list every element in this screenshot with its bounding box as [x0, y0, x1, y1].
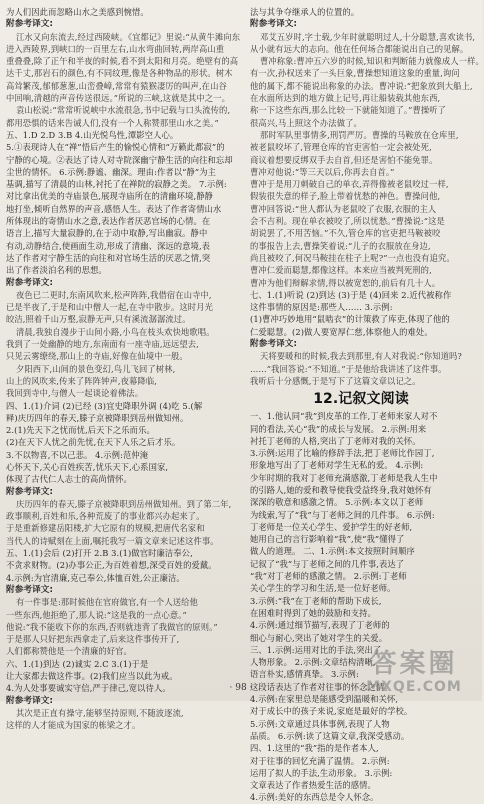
text-line: 达千丈,那岩石的颜色,有不同纹理,像是各种物品的形状。树木: [6, 68, 233, 79]
text-line: 这样的人才能成为国家的栋梁之才。: [6, 720, 141, 731]
text-line: 清晨,我独自漫步于山间小路,小鸟在枝头欢快地歌唱。: [15, 326, 215, 337]
text-line: 法与其争夺继承人的位置的。: [250, 7, 360, 17]
text-line: 衬托丁老师的人格,突出了丁老师对我的关怀。: [250, 435, 421, 446]
text-line: 袁山松说:“常常听说峡中水流很急,书中记载与口头流传的,: [15, 105, 231, 116]
text-line: 皎洁,照着千山万壑,寂静无声,只有溪流潺潺流过。: [6, 314, 191, 325]
section-title: 12.记叙文阅读: [313, 391, 409, 408]
text-line: 中回响,清越的声音传送很远。”所说的三峡,这就是其中之一。: [6, 93, 230, 104]
text-line: 运用了拟人的手法,生动形象。 3.示例:: [250, 767, 393, 778]
text-line: 关心学生的学习和生活,是一位好老师。: [250, 583, 396, 594]
text-line: 有一次,孙权送来了一头巨象,曹操想知道这象的重量,询问: [250, 68, 460, 79]
text-line: 附参考译文:: [250, 19, 298, 30]
text-line: 附参考译文:: [250, 339, 298, 350]
watermark-line2: MXQE.COM: [366, 679, 462, 695]
text-line: 人们都称赞他是一个清廉的好官。: [6, 646, 132, 657]
text-line: (1)曹冲巧妙地用“鼠啮衣”的计策救了库吏,体现了他的: [250, 314, 450, 325]
text-line: 一、1.他认同“我”到皮革的工作,丁老师来家人对不: [250, 411, 438, 422]
text-line: 邓艾五岁时,字士载,少年时就聪明过人,十分聪慧,喜欢读书,: [259, 31, 476, 42]
right-column-top-text: [250, 6, 484, 387]
text-line: 他说:“我不能收下你的东西,否则就违背了我做官的原则。”: [6, 621, 218, 632]
text-line: 达了作者对宁静生活的向往和对官场生活的厌恶之情,突: [6, 252, 211, 263]
text-line: 4.示例:为官清廉,克己奉公,体恤百姓,公正廉洁。: [6, 572, 185, 583]
text-line: 尘世的情怀。 6.示例:静谧、幽深。理由:作者以“静”为主: [6, 166, 217, 177]
text-line: 六、1.(1)到达 (2)诚实 2.C 3.(1)于是: [6, 658, 149, 669]
text-line: 这段话表达了作者对往事的怀念之情。: [250, 681, 393, 692]
text-line: 她用自己的言行影响着“我”,使“我”懂得了: [250, 534, 405, 545]
text-line: 在水面所达到的地方做上记号,再让船装载其他东西,: [250, 93, 441, 104]
watermark-line1: 答案圈: [370, 649, 458, 679]
text-line: 形象地写出了丁老师对学生无私的爱。 4.示例:: [250, 460, 424, 471]
text-line: 丁老师是一位关心学生、爱护学生的好老师,: [250, 521, 413, 532]
text-line: 语言上,描写大量寂静的,在于动中取静,写出幽寂。静中: [6, 228, 208, 239]
text-line: 那时军队里事情多,刑罚严厉。曹操的马鞍放在仓库里,: [259, 129, 459, 140]
watermark-logo: [354, 649, 474, 697]
text-line: 对于成长中的孩子来说,家庭是最好的学校。: [250, 706, 413, 717]
text-line: 做人的道理。 二、1.示例:本文按照时间顺序: [250, 546, 415, 557]
text-line: 于是那人只好把东西拿走了,后来这件事传开了,: [6, 634, 180, 645]
text-line: 让大家都去做这件事。(2)我们应当以此为戒。: [6, 671, 178, 682]
text-line: 夜色已二更时,东南风吹来,松声阵阵,我借宿在山寺中,: [15, 289, 212, 300]
text-line: 2.(1)先天下之忧而忧,后天下之乐而乐。: [6, 425, 155, 436]
text-line: 商议着想要反绑双手去自首,但还是害怕不能免罪。: [250, 154, 438, 165]
text-line: 品质。 6.示例:读了这篇文章,我深受感动。: [250, 730, 410, 741]
text-line: 只见云雾缭绕,那山上的寺庙,好像在仙境中一般。: [6, 351, 188, 362]
text-line: 七、1.(1)听说 (2)到达 (3)于是 (4)回来 2.近代被称作: [250, 289, 452, 300]
text-line: “我”对丁老师的感激之情。 2.示例:丁老师: [250, 571, 407, 582]
text-line: 有动,动静结合,使画面生动,形成了清幽、深远的意境,表: [6, 240, 211, 251]
text-line: 对于往事的回忆充满了温情。 2.示例:: [250, 755, 390, 766]
text-line: 的引路人,她的爱和教导使我受益终身,我对她怀有: [250, 484, 432, 495]
text-line: 称一下这些东西,那么比较一下就能知道了。”曹操听了: [250, 105, 447, 116]
text-line: 3.不以物喜,不以己悲。 4.示例:范仲淹: [6, 449, 149, 460]
text-line: 当代人的诗赋刻在上面,嘱托我写一篇文章来记述这件事。: [6, 535, 219, 546]
text-line: 其次是正直有操守,能够坚持原则,不随波逐流,: [15, 707, 184, 718]
text-line: 体现了古代仁人志士的高尚情怀。: [6, 474, 132, 485]
text-line: 高耸繁茂,郁郁葱葱,山峦叠嶂,常常有猿猴凄厉的叫声,在山谷: [6, 80, 227, 91]
text-line: 3.示例:“我”在丁老师的帮助下成长,: [250, 595, 382, 606]
text-line: 为人们因此而忽略山水之美感到惋惜。: [6, 7, 149, 17]
text-line: 曹冲称象:曹冲五六岁的时候,知识和判断能力就像成人一样。: [259, 56, 484, 67]
text-line: 所体现出的寄情山水之意,表达作者厌恶官场的心情。在: [6, 216, 211, 227]
text-line: 天将要暖和的时候,我去到那里,有人对我说:“你知道吗?: [259, 351, 462, 362]
text-line: 为线索,写了“我”与丁老师之间的几件事。 6.示例:: [250, 509, 435, 520]
text-line: 五、1.(1)会后 (2)打开 2.B 3.(1)做官时廉洁奉公,: [6, 548, 193, 559]
text-line: 深深的敬意和感激之情。 5.示例:本文以丁老师: [250, 497, 424, 508]
text-line: 五、1.D 2.D 3.B 4.山光悦鸟性,潭影空人心。: [6, 129, 179, 140]
text-line: 三、1.示例:运用对比的手法,突出了: [250, 644, 382, 655]
text-line: 进入西陵界,到峡口的一百里左右,山水弯曲回转,两岸高山重: [6, 43, 225, 54]
text-line: 释)庆历四年的春天,滕子京被降职到岳州做知州。: [6, 412, 189, 423]
text-line: 会不吉利。现在单衣被咬了,所以忧愁。”曹操说:“这是: [250, 216, 445, 227]
text-line: 庆历四年的春天,滕子京被降职到岳州做知州。到了第二年,: [15, 498, 232, 509]
text-line: 于是重新修建岳阳楼,扩大它原有的规模,把唐代名家和: [6, 523, 205, 534]
text-line: (2)在天下人忧之前先忧,在天下人乐之后才乐。: [6, 437, 181, 448]
text-line: 很高兴,马上照这个办法做了。: [250, 117, 362, 128]
text-line: 在困难时得到了她的鼓励和支持。: [250, 607, 376, 618]
text-line: 假装很失意的样子,脸上带着忧愁的神色。曹操问他,: [250, 191, 441, 202]
text-line: 地打坐,倾听自然界的声音,感悟人生。表达了作者寄情山水: [6, 203, 222, 214]
text-line: 基调,描写了清晨的山林,衬托了在禅院的寂静之美。 7.示例:: [6, 179, 227, 190]
text-line: 被老鼠咬坏了,管理仓库的官吏害怕一定会被处死,: [250, 142, 432, 153]
text-line: 5.①表现诗人在“禅”悟后产生的愉悦心情和“万籁此都寂”的: [6, 142, 225, 153]
text-line: 附参考译文:: [6, 695, 54, 706]
text-line: 四、1.(1)介词 (2)已经 (3)宜史降职外调 (4)吃 5.(解: [6, 400, 203, 411]
text-line: 都用恐惧的话来告诫人们,没有一个人称赞那里山水之美。”: [6, 117, 219, 128]
text-line: 尚且被咬了,何况马鞍挂在柱子上呢?”一点也没有追究。: [250, 252, 455, 263]
text-line: 文章表达了作者热爱生活的感情。: [250, 780, 376, 791]
text-line: 宁静的心境。②表达了诗人对寺院深幽宁静生活的向往和忘却: [6, 154, 233, 165]
text-line: 少年时期的我对丁老师充满感激,丁老师是我人生中: [250, 472, 438, 483]
text-line: 夕阳西下,山间的景色变幻,鸟儿飞回了树林,: [15, 363, 176, 374]
text-line: 已是半夜了,于是和山中僧人一起,在寺中散步。这时月光: [6, 302, 214, 313]
text-line: 仁爱聪慧。(2)做人要宽厚仁慈,体察他人的难处。: [250, 326, 433, 337]
text-line: 附参考译文:: [6, 19, 54, 30]
text-line: 他的属下,都不能说出称象的办法。曹冲说:“把象放到大船上,: [250, 80, 473, 91]
text-line: 曹冲于是用刀刺破自己的单衣,弄得像被老鼠咬过一样,: [250, 179, 449, 190]
page-number: · 98 ·: [229, 683, 253, 693]
text-line: 重叠叠,除了正午和半夜的时候,看不到太阳和月亮。绝壁有的高: [6, 56, 239, 67]
text-line: 同的看法,关心“我”的成长与发展。 2.示例:用来: [250, 423, 427, 434]
text-line: 一些东西,他拒绝了,那人说:“这是我的一点心意。”: [6, 609, 187, 620]
text-line: 曹冲对他说:“等三天以后,你再去自首。”: [250, 166, 395, 177]
text-line: 我到了一处幽静的地方,东南面有一座寺庙,远远望去,: [6, 339, 199, 350]
text-line: 曹冲为他们辩解求情,得以被宽恕的,前后有几十人。: [250, 277, 441, 288]
text-line: 对比拿出优美的寺庙景色,展现寺庙所在的清幽环境,静静: [6, 191, 214, 202]
text-line: 曹冲仁爱而聪慧,都像这样。本来应当被判死刑的,: [250, 265, 432, 276]
text-line: 不贪求财物。(2)办事公正,为百姓着想,深受百姓的爱戴。: [6, 560, 217, 571]
text-line: ……”我回答说:“不知道。”于是他给我讲述了这件事。: [250, 363, 447, 374]
text-line: 我回到寺中,与僧人一起谈论着佛法。: [6, 388, 144, 399]
text-line: 5.示例:文章通过具体事例,表现了人物: [250, 718, 390, 729]
text-line: 附参考译文:: [6, 486, 54, 497]
text-line: 4.示例:在家里总是能感受到温暖和关怀,: [250, 694, 399, 705]
text-line: 从小就有远大的志向。他在任何场合都能说出自己的见解。: [250, 43, 469, 54]
text-line: 心怀天下,关心百姓疾苦,忧乐天下,心系国家,: [6, 461, 169, 472]
text-line: 这件事情的原因是:那些人…… 3.示例:: [250, 302, 393, 313]
right-column-bottom-text: [250, 410, 472, 804]
text-line: 出了作者淡泊名利的思想。: [6, 265, 107, 276]
text-line: 细心与耐心,突出了她对学生的关爱。: [250, 632, 388, 643]
text-line: 的事报告上去,曹操笑着说:“儿子的衣服放在身边,: [250, 240, 431, 251]
text-line: 4.示例:通过细节描写,表现了丁老师的: [250, 620, 390, 631]
text-line: 人物形象。 2.示例:文章结构清晰,: [250, 657, 376, 668]
text-line: 3.示例:运用了比喻的修辞手法,把丁老师比作园丁,: [250, 448, 435, 459]
text-line: 记叙了“我”与丁老师之间的几件事,表达了: [250, 558, 405, 569]
text-line: 有一件事是:那时候他在官府做官,有一个人送给他: [15, 597, 198, 608]
text-line: 我听后十分感慨,于是写下了这篇文章以记之。: [250, 375, 421, 386]
text-line: 4.示例:美好的东西总是令人怀念。: [250, 792, 379, 803]
text-line: 政事顺利,百姓和乐,各种荒废了的事业都兴办起来了。: [6, 511, 205, 522]
text-line: 附参考译文:: [6, 277, 54, 288]
text-line: 4.为人处事要诚实守信,严于律己,宽以待人。: [6, 683, 171, 694]
text-line: 山上的风吹来,传来了阵阵钟声,夜幕降临,: [6, 375, 157, 386]
text-line: 胡说罢了,不用苦恼。”不久,管仓库的官吏把马鞍被咬: [250, 228, 441, 239]
text-line: 语言朴实,感情真挚。 3.示例:: [250, 669, 359, 680]
text-line: 附参考译文:: [6, 584, 54, 595]
text-line: 曹冲回答说:“世人都认为老鼠咬了衣服,衣服的主人: [250, 203, 437, 214]
text-line: 江水又向东流去,经过西陵峡。《宜都记》里说:“从黄牛滩向东: [15, 31, 241, 42]
text-line: 四、1.这里的“我”指的是作者本人,: [250, 743, 379, 754]
